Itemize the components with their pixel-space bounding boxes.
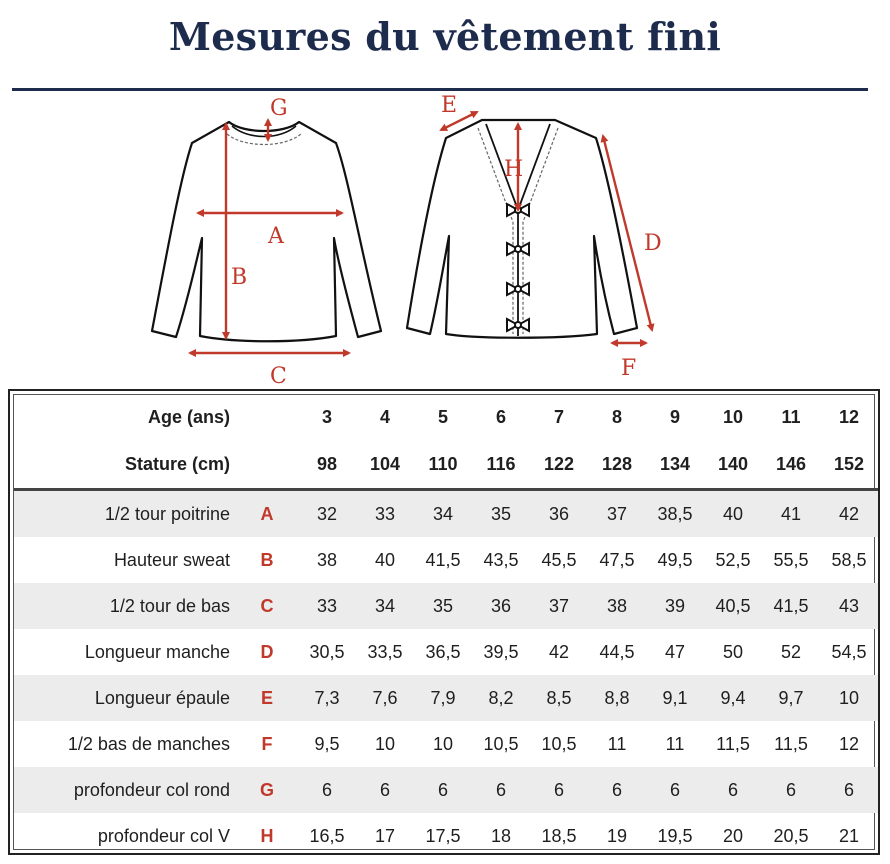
- measurement-value: 18: [490, 825, 512, 846]
- measurement-value: 8,5: [530, 675, 588, 721]
- measurement-label: Longueur épaule: [14, 675, 236, 721]
- measurement-value: 30,5: [309, 641, 345, 662]
- measurement-value: 6: [762, 767, 820, 813]
- measurement-label: 1/2 bas de manches: [67, 733, 230, 754]
- measurement-value: 38,5: [646, 490, 704, 538]
- measurement-value: 6: [530, 767, 588, 813]
- measurement-value: 45,5: [541, 549, 577, 570]
- measurement-label: Longueur manche: [84, 641, 230, 662]
- measurement-letter: B: [260, 549, 274, 570]
- measurement-value: 6: [704, 767, 762, 813]
- crewneck-sweatshirt-drawing: [152, 122, 381, 341]
- measurement-value: 35: [472, 490, 530, 538]
- stature-cell: 128: [588, 440, 646, 490]
- measurement-value: 8,8: [588, 675, 646, 721]
- measurement-value: 47: [664, 641, 686, 662]
- measurement-value: 54,5: [831, 641, 867, 662]
- measurement-value: 18,5: [541, 825, 577, 846]
- measurement-value: 35: [414, 583, 472, 629]
- measurement-letter: C: [236, 583, 298, 629]
- measurement-value: 8,2: [472, 675, 530, 721]
- measurement-value: 6: [414, 767, 472, 813]
- label-h: H: [504, 157, 524, 182]
- table-row: [14, 813, 878, 855]
- measurement-label: 1/2 tour poitrine: [14, 490, 236, 538]
- label-c: C: [270, 364, 287, 388]
- age-cell: 7: [553, 407, 564, 427]
- measurement-value: 40,5: [704, 583, 762, 629]
- measurement-value: 19,5: [657, 825, 693, 846]
- measurement-value: 52,5: [715, 549, 751, 570]
- measurement-value: 43,5: [483, 549, 519, 570]
- label-a: A: [268, 224, 284, 249]
- age-cell: 9: [669, 407, 680, 427]
- measurement-value: 20,5: [773, 825, 809, 846]
- stature-cell: 152: [820, 440, 878, 490]
- measurement-value: 19: [606, 825, 628, 846]
- measurement-value: 7,3: [298, 675, 356, 721]
- page-title: Mesures du vêtement fini: [168, 14, 722, 59]
- measurement-value: 36: [530, 490, 588, 538]
- measurement-value: 11: [665, 733, 685, 754]
- measurement-value: 6: [356, 767, 414, 813]
- measurement-value: 9,7: [762, 675, 820, 721]
- measurement-value: 38: [588, 583, 646, 629]
- stature-cell: 134: [646, 440, 704, 490]
- age-cell: 6: [495, 407, 506, 427]
- measurement-value: 20: [722, 825, 744, 846]
- size-table-frame: [8, 389, 880, 855]
- table-row: [14, 629, 878, 675]
- measurement-value: 32: [298, 490, 356, 538]
- measurement-value: 41,5: [425, 549, 461, 570]
- title-divider: [12, 88, 868, 91]
- garment-diagram: [0, 92, 890, 388]
- measurement-value: 38: [316, 549, 338, 570]
- measurement-letter: H: [260, 825, 274, 846]
- measurement-value: 10: [432, 733, 454, 754]
- stature-cell: 116: [472, 440, 530, 490]
- measurement-value: 55,5: [773, 549, 809, 570]
- measurement-value: 47,5: [599, 549, 635, 570]
- stature-cell: 104: [356, 440, 414, 490]
- measurement-value: 6: [646, 767, 704, 813]
- measurement-value: 58,5: [831, 549, 867, 570]
- measurement-value: 6: [820, 767, 878, 813]
- age-cell: 11: [781, 407, 801, 427]
- stature-cell: 140: [704, 440, 762, 490]
- label-g: G: [270, 96, 288, 121]
- measurement-value: 33: [298, 583, 356, 629]
- stature-header-spacer: [236, 440, 298, 490]
- measurement-value: 52: [780, 641, 802, 662]
- measurement-value: 10,5: [541, 733, 577, 754]
- measurement-value: 6: [472, 767, 530, 813]
- stature-cell: 110: [414, 440, 472, 490]
- measurement-letter: E: [236, 675, 298, 721]
- table-row: [14, 767, 878, 813]
- measurement-value: 10: [820, 675, 878, 721]
- measurement-value: 42: [548, 641, 570, 662]
- measurement-letter: G: [236, 767, 298, 813]
- size-table-inner: [13, 394, 875, 850]
- measurement-value: 36: [472, 583, 530, 629]
- age-header-label: Age (ans): [147, 407, 230, 427]
- measurement-value: 9,4: [704, 675, 762, 721]
- size-table: [14, 395, 878, 855]
- measurement-value: 9,1: [646, 675, 704, 721]
- measurement-value: 34: [356, 583, 414, 629]
- measurement-value: 41: [762, 490, 820, 538]
- label-d: D: [644, 231, 662, 256]
- measurement-value: 50: [722, 641, 744, 662]
- age-cell: 3: [321, 407, 332, 427]
- measurement-value: 37: [588, 490, 646, 538]
- age-cell: 10: [722, 407, 744, 427]
- measurement-value: 11: [607, 733, 627, 754]
- measurement-value: 6: [588, 767, 646, 813]
- measurement-value: 11,5: [774, 733, 808, 754]
- measurement-value: 49,5: [657, 549, 693, 570]
- measurement-letter: F: [261, 733, 273, 754]
- measurement-value: 40: [704, 490, 762, 538]
- measurement-value: 40: [374, 549, 396, 570]
- measurement-value: 36,5: [425, 641, 461, 662]
- table-row: [14, 721, 878, 767]
- measurement-value: 6: [298, 767, 356, 813]
- measurement-value: 33,5: [367, 641, 403, 662]
- age-header-spacer: [236, 395, 298, 440]
- age-header-row: [14, 395, 878, 440]
- measurement-value: 16,5: [309, 825, 345, 846]
- measurement-value: 9,5: [314, 733, 340, 754]
- measurement-value: 34: [414, 490, 472, 538]
- table-row: [14, 537, 878, 583]
- age-cell: 8: [611, 407, 622, 427]
- measurement-value: 39: [646, 583, 704, 629]
- measurement-value: 11,5: [716, 733, 750, 754]
- measurement-value: 7,6: [356, 675, 414, 721]
- label-f: F: [621, 356, 637, 381]
- age-cell: 4: [379, 407, 390, 427]
- measurement-value: 7,9: [414, 675, 472, 721]
- label-b: B: [231, 265, 248, 290]
- measurement-label: profondeur col V: [97, 825, 230, 846]
- measurement-value: 12: [838, 733, 860, 754]
- measurement-value: 21: [838, 825, 860, 846]
- measurement-value: 42: [820, 490, 878, 538]
- v-neck-cardigan-drawing: [407, 120, 637, 338]
- stature-cell: 98: [298, 440, 356, 490]
- stature-cell: 146: [762, 440, 820, 490]
- stature-header-row: [14, 440, 878, 490]
- measurement-value: 10: [374, 733, 396, 754]
- measurement-value: 17,5: [425, 825, 461, 846]
- measurement-value: 39,5: [483, 641, 519, 662]
- measurement-value: 37: [530, 583, 588, 629]
- measurement-value: 43: [820, 583, 878, 629]
- table-row: [14, 490, 878, 538]
- measurement-label: profondeur col rond: [14, 767, 236, 813]
- table-row: [14, 675, 878, 721]
- table-row: [14, 583, 878, 629]
- stature-cell: 122: [530, 440, 588, 490]
- age-cell: 12: [838, 407, 860, 427]
- measurement-label: Hauteur sweat: [113, 549, 230, 570]
- label-e: E: [441, 93, 458, 118]
- measurement-letter: D: [260, 641, 274, 662]
- measurement-label: 1/2 tour de bas: [14, 583, 236, 629]
- measurement-letter: A: [236, 490, 298, 538]
- measurement-value: 10,5: [483, 733, 519, 754]
- measurement-value: 33: [356, 490, 414, 538]
- measurement-value: 44,5: [599, 641, 635, 662]
- measurement-value: 17: [374, 825, 396, 846]
- stature-header-label: Stature (cm): [14, 440, 236, 490]
- age-cell: 5: [437, 407, 448, 427]
- measurement-value: 41,5: [762, 583, 820, 629]
